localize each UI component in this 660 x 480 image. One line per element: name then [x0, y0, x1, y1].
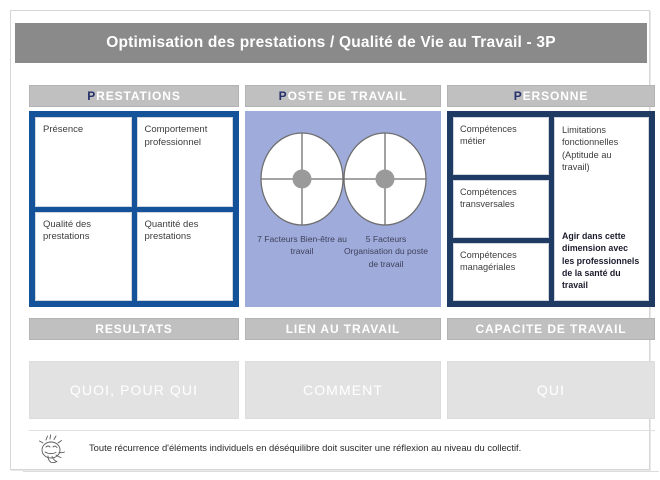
header-prestations — [29, 85, 239, 107]
header-personne — [447, 85, 655, 107]
competences-manageriales: Compétences managériales — [453, 243, 549, 301]
header-poste-de-travail — [245, 85, 441, 107]
footer-separator — [29, 430, 655, 431]
prestations-cell-presence: Présence — [35, 117, 132, 207]
prestations-cell-quantite: Quantité des prestations — [137, 212, 234, 302]
competences-transversales: Compétences transversales — [453, 180, 549, 238]
header-personne-initial: P — [513, 89, 523, 103]
header-poste-label: OSTE DE TRAVAIL — [287, 89, 408, 103]
slide-title-bar — [15, 23, 647, 63]
wheel-organisation-icon — [344, 133, 426, 225]
wheel-bien-etre-icon — [261, 133, 343, 225]
prestations-cell-qualite: Qualité des prestations — [35, 212, 132, 302]
wheel-caption-bien-etre: 7 Facteurs Bien-être au travail — [257, 234, 347, 257]
limitations-label: Limitations fonctionnelles (Aptitude au travail) — [562, 125, 619, 173]
header-lien-au-travail: LIEN AU TRAVAIL — [245, 318, 441, 340]
footer-bottom-rule — [23, 471, 659, 472]
wheel-caption-organisation: 5 Facteurs Organisation du poste de travail — [343, 234, 429, 269]
header-capacite-de-travail: CAPACITE DE TRAVAIL — [447, 318, 655, 340]
limitations-fonctionnelles-box — [554, 117, 649, 301]
header-personne-label: ERSONNE — [522, 89, 589, 103]
bottom-box-comment: COMMENT — [245, 361, 441, 419]
prestations-cell-comportement: Comportement professionnel — [137, 117, 234, 207]
prestations-panel — [29, 111, 239, 307]
page-title: Optimisation des prestations / Qualité de Vie au Travail - 3P — [106, 34, 556, 51]
competences-metier: Compétences métier — [453, 117, 549, 175]
header-prestations-label: RESTATIONS — [96, 89, 181, 103]
wheels-diagram — [245, 111, 441, 307]
header-poste-initial: P — [278, 89, 288, 103]
header-prestations-initial: P — [87, 89, 97, 103]
bottom-box-qui: QUI — [447, 361, 655, 419]
personne-action-note: Agir dans cette dimension avec les professionnels de la santé du travail — [562, 231, 640, 291]
header-resultats: RESULTATS — [29, 318, 239, 340]
bottom-box-quoi-pour-qui: QUOI, POUR QUI — [29, 361, 239, 419]
competences-column — [453, 117, 549, 301]
slide-canvas — [10, 10, 650, 470]
footer-note: Toute récurrence d'éléments individuels en déséquilibre doit susciter une réflexion au niveau du collectif. — [89, 442, 522, 453]
pointing-hand-icon — [37, 434, 71, 466]
personne-panel — [447, 111, 655, 307]
poste-de-travail-panel — [245, 111, 441, 307]
